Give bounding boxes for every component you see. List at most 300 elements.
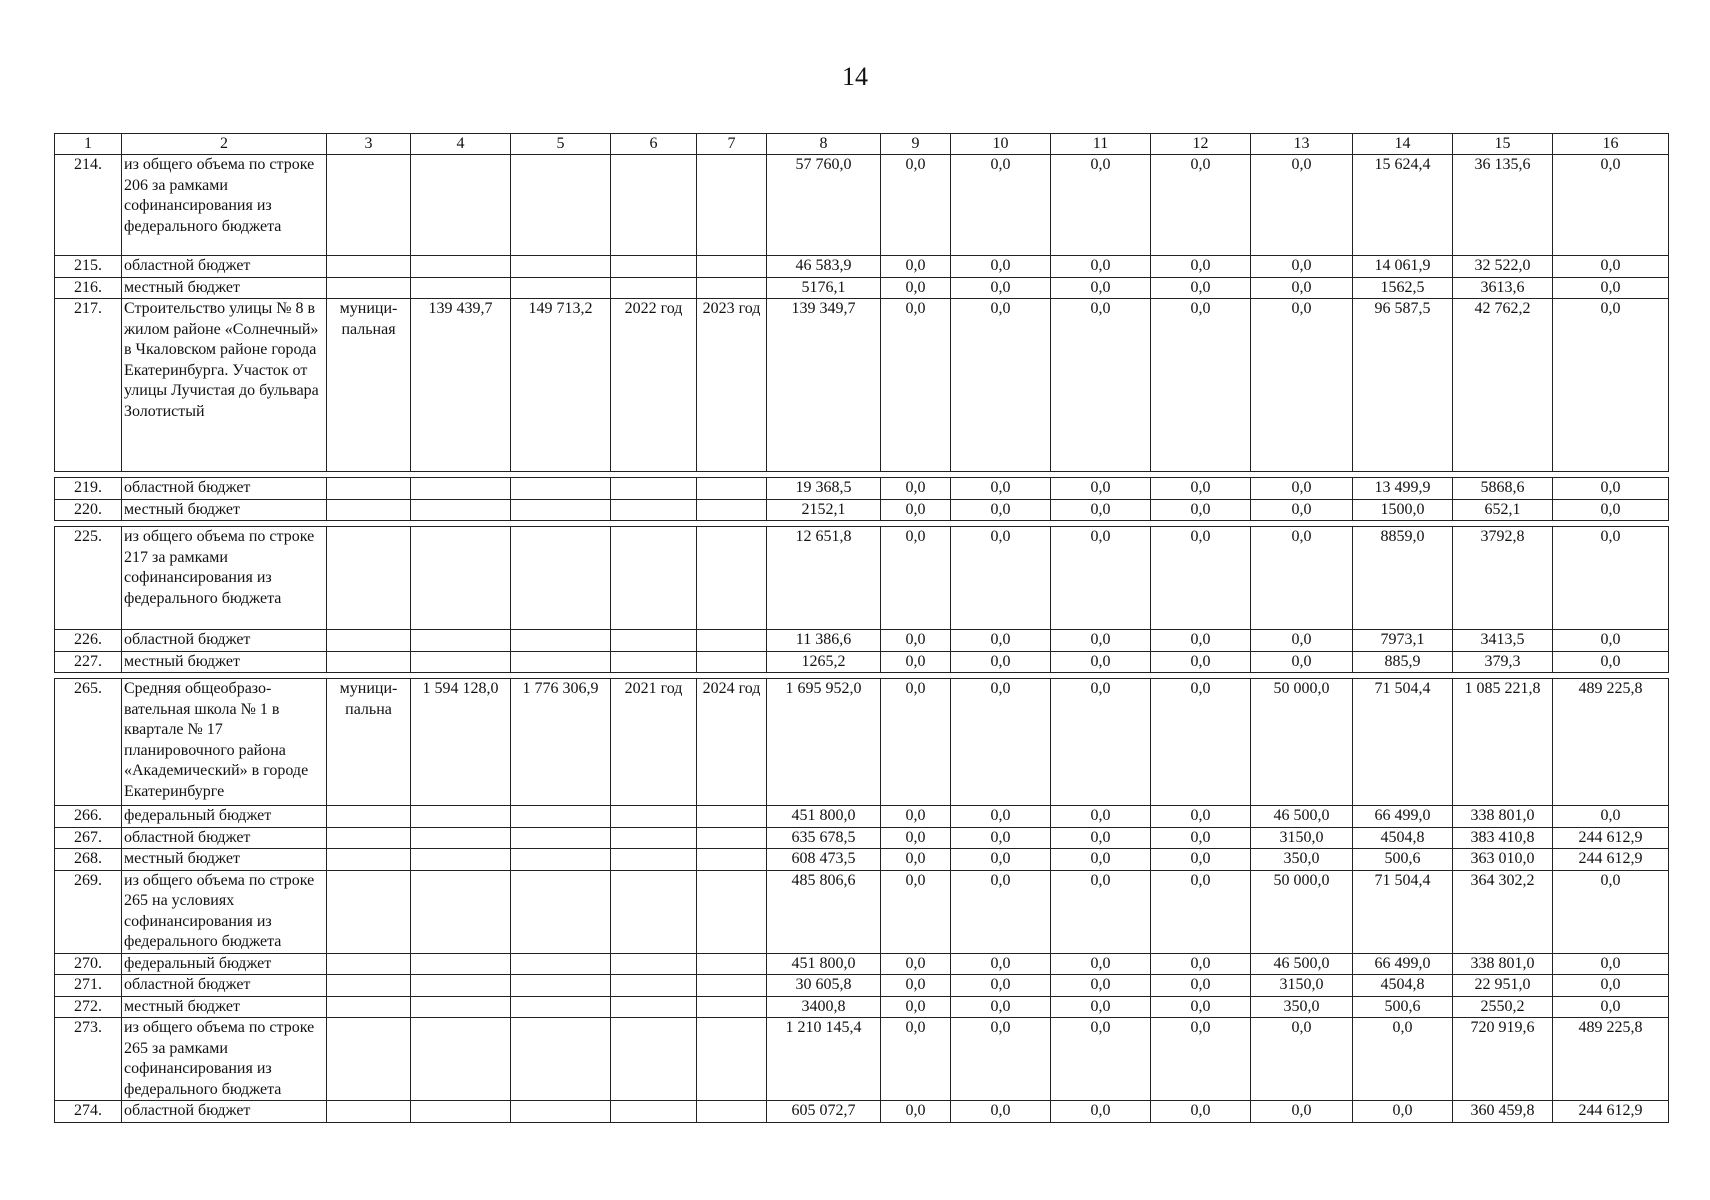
item-name-cell: областной бюджет — [122, 478, 327, 500]
value-cell: 12 651,8 — [767, 527, 881, 630]
value-cell — [697, 256, 767, 278]
value-cell: 2550,2 — [1453, 996, 1553, 1018]
value-cell: 66 499,0 — [1353, 806, 1453, 828]
value-cell: 0,0 — [1051, 1018, 1151, 1101]
value-cell: 30 605,8 — [767, 975, 881, 997]
value-cell: 96 587,5 — [1353, 299, 1453, 472]
value-cell — [697, 155, 767, 256]
value-cell — [611, 1018, 697, 1101]
value-cell: 0,0 — [881, 630, 951, 652]
value-cell — [327, 827, 411, 849]
value-cell: 149 713,2 — [511, 299, 611, 472]
value-cell: 0,0 — [1051, 679, 1151, 806]
value-cell — [697, 499, 767, 521]
value-cell — [411, 499, 511, 521]
value-cell: 0,0 — [1151, 1101, 1251, 1123]
value-cell: 608 473,5 — [767, 849, 881, 871]
value-cell — [697, 651, 767, 673]
value-cell: 0,0 — [1051, 806, 1151, 828]
row-number-cell: 274. — [55, 1101, 122, 1123]
value-cell — [697, 870, 767, 953]
value-cell — [611, 827, 697, 849]
value-cell: 0,0 — [1553, 975, 1669, 997]
row-number-cell: 214. — [55, 155, 122, 256]
value-cell: 0,0 — [1151, 478, 1251, 500]
value-cell — [327, 1018, 411, 1101]
value-cell: 0,0 — [951, 478, 1051, 500]
value-cell: 0,0 — [1051, 256, 1151, 278]
value-cell — [327, 527, 411, 630]
value-cell: 0,0 — [1251, 256, 1353, 278]
value-cell — [611, 953, 697, 975]
value-cell — [611, 996, 697, 1018]
value-cell — [697, 1018, 767, 1101]
column-number-header: 10 — [951, 134, 1051, 155]
value-cell: 0,0 — [1051, 827, 1151, 849]
value-cell: 0,0 — [1051, 849, 1151, 871]
value-cell: 0,0 — [1553, 806, 1669, 828]
column-number-header: 12 — [1151, 134, 1251, 155]
row-number-cell: 219. — [55, 478, 122, 500]
budget-table-container — [54, 133, 1668, 1123]
value-cell — [411, 953, 511, 975]
value-cell: 0,0 — [951, 299, 1051, 472]
value-cell: 3792,8 — [1453, 527, 1553, 630]
row-number-cell: 215. — [55, 256, 122, 278]
value-cell: 0,0 — [1051, 277, 1151, 299]
value-cell: 0,0 — [881, 827, 951, 849]
value-cell — [327, 630, 411, 652]
table-row — [55, 651, 1669, 673]
value-cell: 1 594 128,0 — [411, 679, 511, 806]
value-cell: 0,0 — [951, 953, 1051, 975]
value-cell — [611, 630, 697, 652]
value-cell: 0,0 — [1051, 155, 1151, 256]
value-cell: 32 522,0 — [1453, 256, 1553, 278]
table-row — [55, 630, 1669, 652]
table-row — [55, 478, 1669, 500]
value-cell: 451 800,0 — [767, 806, 881, 828]
value-cell: 2152,1 — [767, 499, 881, 521]
value-cell — [611, 1101, 697, 1123]
column-number-header: 9 — [881, 134, 951, 155]
value-cell: 3613,6 — [1453, 277, 1553, 299]
value-cell: 0,0 — [881, 277, 951, 299]
item-name-cell: областной бюджет — [122, 256, 327, 278]
value-cell — [611, 975, 697, 997]
value-cell — [611, 499, 697, 521]
column-number-header: 14 — [1353, 134, 1453, 155]
value-cell: 11 386,6 — [767, 630, 881, 652]
value-cell: 244 612,9 — [1553, 827, 1669, 849]
value-cell: 0,0 — [881, 256, 951, 278]
value-cell — [611, 155, 697, 256]
row-number-cell: 271. — [55, 975, 122, 997]
item-name-cell: федеральный бюджет — [122, 806, 327, 828]
value-cell: 0,0 — [1151, 827, 1251, 849]
item-name-cell: областной бюджет — [122, 975, 327, 997]
value-cell — [697, 1101, 767, 1123]
value-cell: 7973,1 — [1353, 630, 1453, 652]
value-cell: 0,0 — [1051, 651, 1151, 673]
row-number-cell: 270. — [55, 953, 122, 975]
value-cell: 0,0 — [1553, 870, 1669, 953]
value-cell: 338 801,0 — [1453, 806, 1553, 828]
value-cell: 0,0 — [1251, 1101, 1353, 1123]
value-cell — [327, 996, 411, 1018]
value-cell: 652,1 — [1453, 499, 1553, 521]
item-name-cell: областной бюджет — [122, 827, 327, 849]
value-cell: 0,0 — [951, 975, 1051, 997]
value-cell: 0,0 — [881, 849, 951, 871]
table-row — [55, 256, 1669, 278]
value-cell — [611, 849, 697, 871]
value-cell: 14 061,9 — [1353, 256, 1453, 278]
value-cell: 0,0 — [951, 527, 1051, 630]
value-cell: 0,0 — [1051, 499, 1151, 521]
value-cell: 13 499,9 — [1353, 478, 1453, 500]
value-cell: 500,6 — [1353, 849, 1453, 871]
value-cell — [511, 806, 611, 828]
value-cell — [411, 478, 511, 500]
value-cell: 605 072,7 — [767, 1101, 881, 1123]
row-number-cell: 266. — [55, 806, 122, 828]
value-cell — [511, 277, 611, 299]
value-cell: 0,0 — [1553, 155, 1669, 256]
column-number-header: 16 — [1553, 134, 1669, 155]
table-row — [55, 499, 1669, 521]
value-cell: 0,0 — [1151, 953, 1251, 975]
value-cell: 0,0 — [951, 630, 1051, 652]
value-cell: 0,0 — [1251, 499, 1353, 521]
value-cell: 4504,8 — [1353, 827, 1453, 849]
value-cell — [511, 499, 611, 521]
value-cell: 0,0 — [1151, 651, 1251, 673]
row-number-cell: 267. — [55, 827, 122, 849]
item-name-cell: областной бюджет — [122, 630, 327, 652]
value-cell: 0,0 — [881, 953, 951, 975]
item-name-cell: местный бюджет — [122, 651, 327, 673]
value-cell: 0,0 — [1051, 478, 1151, 500]
value-cell — [411, 1018, 511, 1101]
value-cell — [511, 870, 611, 953]
value-cell — [511, 527, 611, 630]
value-cell: 0,0 — [951, 870, 1051, 953]
value-cell: 0,0 — [1051, 299, 1151, 472]
value-cell: 0,0 — [1151, 299, 1251, 472]
page-number: 14 — [842, 62, 868, 91]
value-cell: 0,0 — [881, 527, 951, 630]
value-cell: 0,0 — [1051, 630, 1151, 652]
row-number-cell: 225. — [55, 527, 122, 630]
value-cell: 36 135,6 — [1453, 155, 1553, 256]
column-number-header: 1 — [55, 134, 122, 155]
value-cell: 5176,1 — [767, 277, 881, 299]
value-cell — [511, 827, 611, 849]
value-cell: 0,0 — [1251, 630, 1353, 652]
value-cell: 360 459,8 — [1453, 1101, 1553, 1123]
value-cell: 0,0 — [1251, 277, 1353, 299]
value-cell: 0,0 — [881, 155, 951, 256]
item-name-cell: местный бюджет — [122, 849, 327, 871]
value-cell: 0,0 — [951, 277, 1051, 299]
value-cell — [327, 499, 411, 521]
value-cell: 635 678,5 — [767, 827, 881, 849]
column-number-header: 6 — [611, 134, 697, 155]
table-row — [55, 996, 1669, 1018]
value-cell: муници-пальна — [327, 679, 411, 806]
value-cell: 139 349,7 — [767, 299, 881, 472]
value-cell: 0,0 — [881, 806, 951, 828]
value-cell: 0,0 — [881, 299, 951, 472]
value-cell: 0,0 — [951, 996, 1051, 1018]
value-cell — [411, 630, 511, 652]
value-cell: 0,0 — [1151, 975, 1251, 997]
value-cell — [697, 527, 767, 630]
column-number-header: 4 — [411, 134, 511, 155]
budget-table — [54, 133, 1669, 1123]
value-cell: 0,0 — [1151, 256, 1251, 278]
value-cell: 15 624,4 — [1353, 155, 1453, 256]
value-cell — [327, 953, 411, 975]
value-cell: 244 612,9 — [1553, 1101, 1669, 1123]
table-row — [55, 1018, 1669, 1101]
value-cell — [611, 870, 697, 953]
value-cell: 0,0 — [1051, 527, 1151, 630]
value-cell: 0,0 — [951, 806, 1051, 828]
value-cell: 46 583,9 — [767, 256, 881, 278]
value-cell: 0,0 — [1553, 478, 1669, 500]
table-body — [55, 134, 1669, 1123]
value-cell — [327, 651, 411, 673]
row-number-cell: 272. — [55, 996, 122, 1018]
value-cell: 0,0 — [1151, 996, 1251, 1018]
value-cell: 0,0 — [1553, 651, 1669, 673]
column-number-header: 5 — [511, 134, 611, 155]
table-header-row — [55, 134, 1669, 155]
value-cell: 350,0 — [1251, 849, 1353, 871]
value-cell — [697, 277, 767, 299]
value-cell: 0,0 — [1251, 478, 1353, 500]
value-cell — [611, 256, 697, 278]
value-cell: 0,0 — [1051, 953, 1151, 975]
value-cell: 885,9 — [1353, 651, 1453, 673]
value-cell — [511, 1018, 611, 1101]
item-name-cell: из общего объема по строке 265 на условиях софинансирования из федерального бюджета — [122, 870, 327, 953]
value-cell: 0,0 — [881, 478, 951, 500]
value-cell: 0,0 — [1553, 277, 1669, 299]
value-cell: 338 801,0 — [1453, 953, 1553, 975]
value-cell: 1562,5 — [1353, 277, 1453, 299]
value-cell: 0,0 — [951, 256, 1051, 278]
value-cell: 0,0 — [951, 827, 1051, 849]
value-cell — [327, 155, 411, 256]
value-cell — [611, 651, 697, 673]
value-cell: 0,0 — [951, 1018, 1051, 1101]
value-cell: 244 612,9 — [1553, 849, 1669, 871]
value-cell — [411, 996, 511, 1018]
column-number-header: 8 — [767, 134, 881, 155]
value-cell: 71 504,4 — [1353, 870, 1453, 953]
value-cell: 363 010,0 — [1453, 849, 1553, 871]
item-name-cell: Строительство улицы № 8 в жилом районе «Солнечный» в Чкаловском районе города Екатеринбурга. Участок от улицы Лучистая до бульвара Золотистый — [122, 299, 327, 472]
value-cell — [511, 651, 611, 673]
value-cell: 500,6 — [1353, 996, 1453, 1018]
value-cell — [411, 527, 511, 630]
value-cell: 22 951,0 — [1453, 975, 1553, 997]
value-cell — [327, 975, 411, 997]
row-number-cell: 273. — [55, 1018, 122, 1101]
value-cell — [411, 827, 511, 849]
value-cell — [611, 277, 697, 299]
value-cell: 0,0 — [1553, 299, 1669, 472]
value-cell — [511, 630, 611, 652]
item-name-cell: федеральный бюджет — [122, 953, 327, 975]
value-cell — [327, 849, 411, 871]
value-cell: 2024 год — [697, 679, 767, 806]
value-cell — [511, 953, 611, 975]
column-number-header: 3 — [327, 134, 411, 155]
table-row — [55, 975, 1669, 997]
row-number-cell: 226. — [55, 630, 122, 652]
value-cell: 0,0 — [1151, 155, 1251, 256]
value-cell: 489 225,8 — [1553, 1018, 1669, 1101]
value-cell — [511, 155, 611, 256]
value-cell: 0,0 — [881, 996, 951, 1018]
value-cell — [511, 996, 611, 1018]
table-row — [55, 870, 1669, 953]
value-cell: 71 504,4 — [1353, 679, 1453, 806]
value-cell: 489 225,8 — [1553, 679, 1669, 806]
row-number-cell: 227. — [55, 651, 122, 673]
column-number-header: 11 — [1051, 134, 1151, 155]
value-cell: 0,0 — [1151, 527, 1251, 630]
item-name-cell: местный бюджет — [122, 499, 327, 521]
value-cell — [697, 630, 767, 652]
table-row — [55, 155, 1669, 256]
value-cell: 0,0 — [881, 1101, 951, 1123]
value-cell: 0,0 — [1553, 953, 1669, 975]
item-name-cell: Средняя общеобразо-вательная школа № 1 в квартале № 17 планировочного района «Академический» в городе Екатеринбурге — [122, 679, 327, 806]
table-row — [55, 679, 1669, 806]
value-cell: 3400,8 — [767, 996, 881, 1018]
value-cell: 50 000,0 — [1251, 870, 1353, 953]
row-number-cell: 217. — [55, 299, 122, 472]
value-cell: 0,0 — [1553, 499, 1669, 521]
value-cell — [511, 478, 611, 500]
value-cell: 0,0 — [1151, 849, 1251, 871]
value-cell: 364 302,2 — [1453, 870, 1553, 953]
value-cell: 1265,2 — [767, 651, 881, 673]
value-cell — [697, 827, 767, 849]
item-name-cell: из общего объема по строке 265 за рамками софинансирования из федерального бюджета — [122, 1018, 327, 1101]
table-row — [55, 527, 1669, 630]
row-number-cell: 265. — [55, 679, 122, 806]
table-row — [55, 827, 1669, 849]
value-cell: 1 776 306,9 — [511, 679, 611, 806]
value-cell: 0,0 — [951, 155, 1051, 256]
value-cell — [411, 256, 511, 278]
value-cell: 1 210 145,4 — [767, 1018, 881, 1101]
value-cell: 0,0 — [951, 1101, 1051, 1123]
value-cell — [327, 277, 411, 299]
value-cell: 350,0 — [1251, 996, 1353, 1018]
value-cell: 0,0 — [1051, 870, 1151, 953]
value-cell: муници-пальная — [327, 299, 411, 472]
column-number-header: 2 — [122, 134, 327, 155]
value-cell — [697, 996, 767, 1018]
value-cell: 0,0 — [1553, 996, 1669, 1018]
value-cell: 0,0 — [951, 499, 1051, 521]
item-name-cell: областной бюджет — [122, 1101, 327, 1123]
value-cell — [327, 478, 411, 500]
value-cell — [697, 975, 767, 997]
value-cell: 0,0 — [1553, 630, 1669, 652]
value-cell: 0,0 — [1151, 806, 1251, 828]
value-cell: 46 500,0 — [1251, 806, 1353, 828]
value-cell — [327, 806, 411, 828]
value-cell — [511, 256, 611, 278]
value-cell: 42 762,2 — [1453, 299, 1553, 472]
column-number-header: 7 — [697, 134, 767, 155]
value-cell: 8859,0 — [1353, 527, 1453, 630]
value-cell — [697, 478, 767, 500]
value-cell: 0,0 — [1151, 499, 1251, 521]
value-cell — [411, 277, 511, 299]
value-cell: 1 695 952,0 — [767, 679, 881, 806]
table-row — [55, 1101, 1669, 1123]
column-number-header: 13 — [1251, 134, 1353, 155]
value-cell: 50 000,0 — [1251, 679, 1353, 806]
value-cell: 0,0 — [1151, 630, 1251, 652]
row-number-cell: 269. — [55, 870, 122, 953]
value-cell: 0,0 — [1151, 870, 1251, 953]
value-cell — [611, 527, 697, 630]
value-cell: 0,0 — [1251, 155, 1353, 256]
value-cell: 0,0 — [881, 679, 951, 806]
table-row — [55, 277, 1669, 299]
value-cell: 379,3 — [1453, 651, 1553, 673]
value-cell: 0,0 — [1353, 1101, 1453, 1123]
row-number-cell: 216. — [55, 277, 122, 299]
value-cell — [327, 870, 411, 953]
value-cell — [511, 849, 611, 871]
value-cell — [611, 806, 697, 828]
value-cell: 720 919,6 — [1453, 1018, 1553, 1101]
value-cell: 3150,0 — [1251, 975, 1353, 997]
value-cell — [411, 1101, 511, 1123]
value-cell: 0,0 — [1251, 299, 1353, 472]
value-cell: 0,0 — [1151, 1018, 1251, 1101]
value-cell — [411, 975, 511, 997]
item-name-cell: местный бюджет — [122, 277, 327, 299]
row-number-cell: 268. — [55, 849, 122, 871]
value-cell: 0,0 — [1251, 651, 1353, 673]
value-cell: 0,0 — [1151, 277, 1251, 299]
table-row — [55, 299, 1669, 472]
value-cell: 4504,8 — [1353, 975, 1453, 997]
value-cell: 383 410,8 — [1453, 827, 1553, 849]
value-cell: 3150,0 — [1251, 827, 1353, 849]
value-cell: 0,0 — [951, 849, 1051, 871]
value-cell: 2023 год — [697, 299, 767, 472]
value-cell: 0,0 — [1553, 256, 1669, 278]
value-cell: 0,0 — [881, 499, 951, 521]
value-cell: 19 368,5 — [767, 478, 881, 500]
value-cell — [411, 806, 511, 828]
table-row — [55, 806, 1669, 828]
value-cell: 1500,0 — [1353, 499, 1453, 521]
